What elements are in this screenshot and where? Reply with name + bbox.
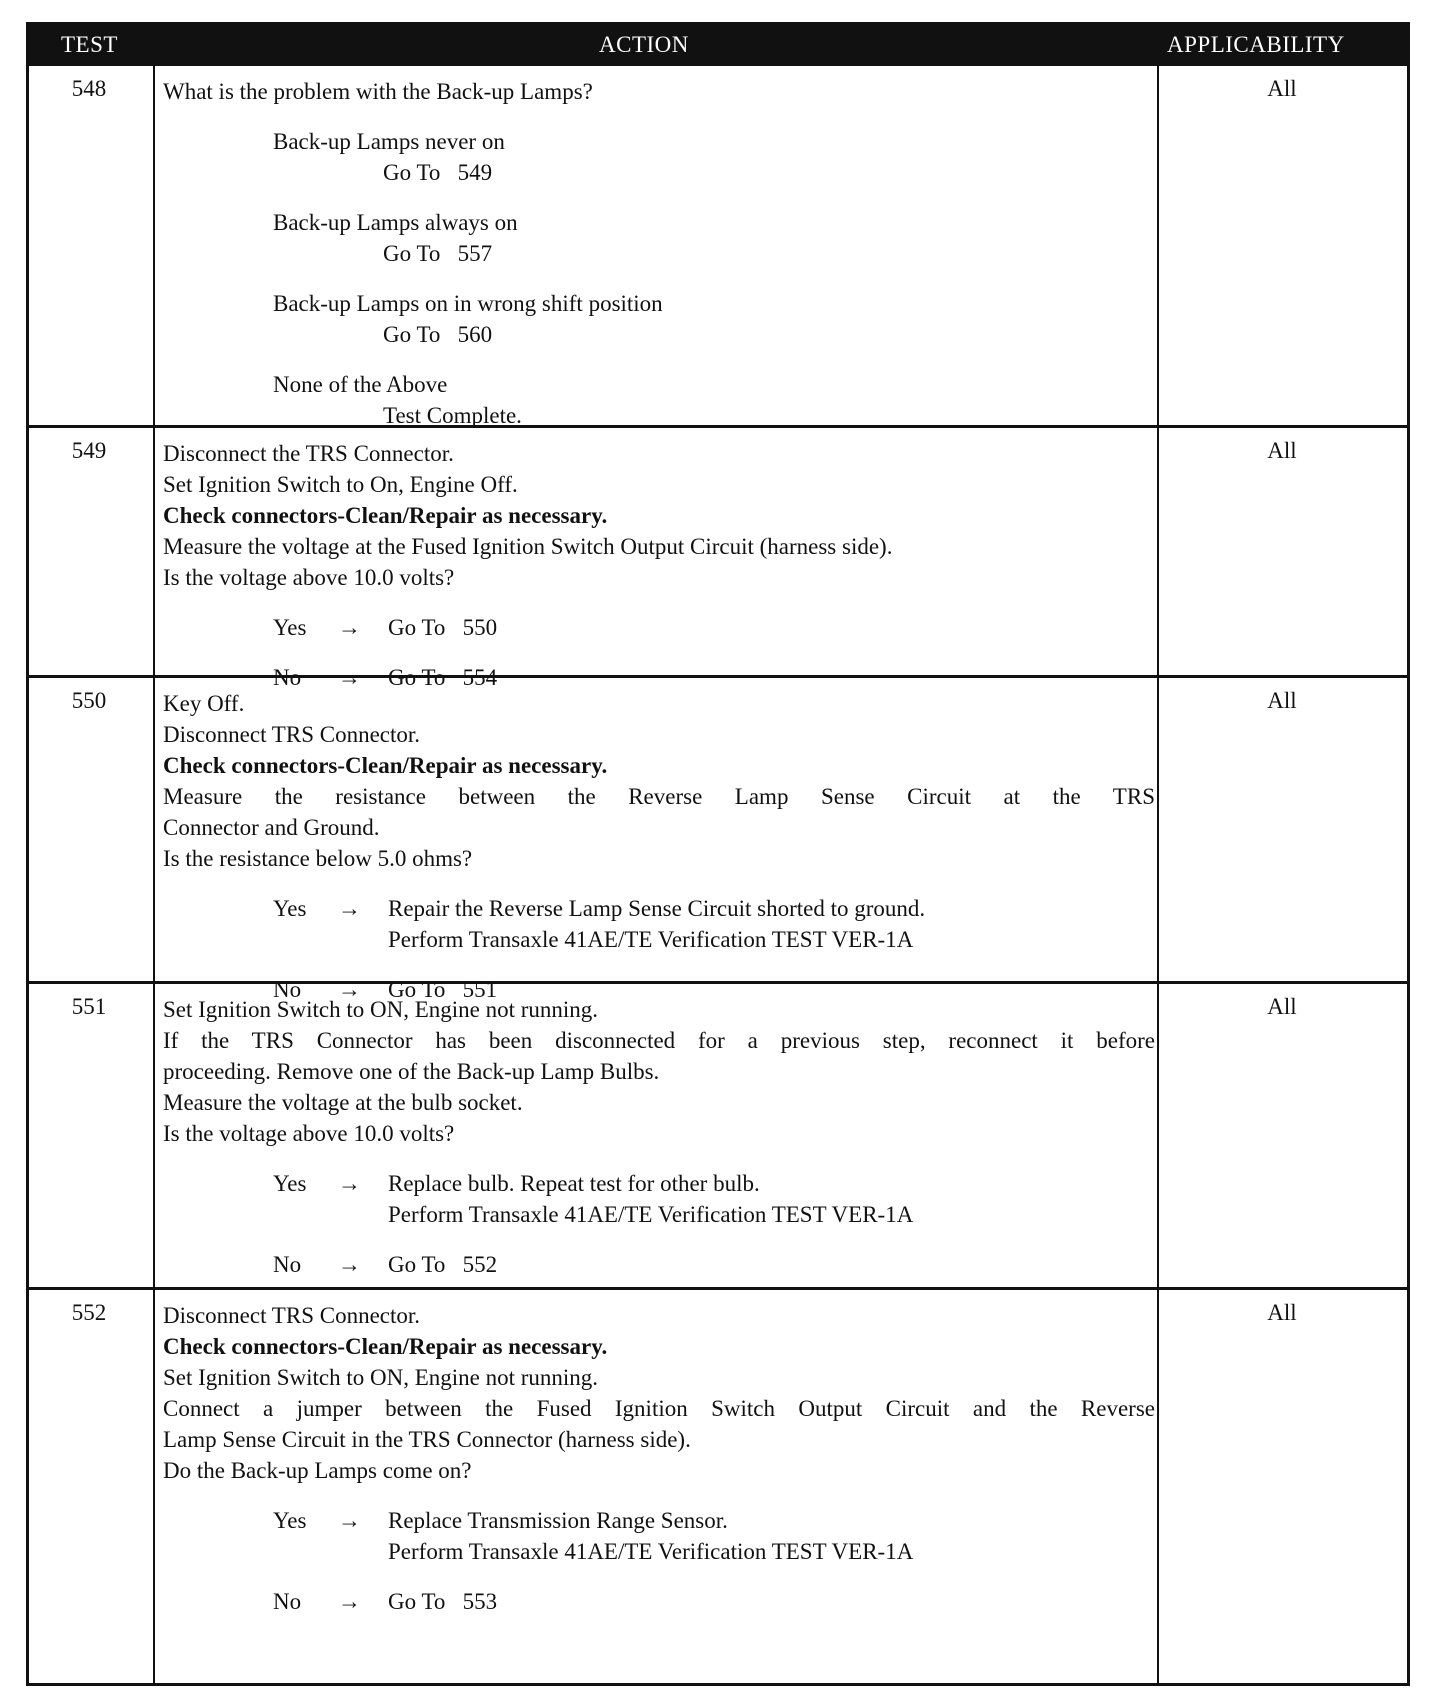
- step-text: Connect a jumper between the Fused Ignition Switch Output Circuit and the Reverse: [163, 1396, 1155, 1421]
- action-cell: [163, 1300, 1155, 1617]
- table-header: [29, 25, 1407, 66]
- step-text: Measure the voltage at the bulb socket.: [163, 1090, 523, 1115]
- no-branch: [273, 1586, 1155, 1617]
- option-goto: Test Complete.: [383, 403, 522, 428]
- option-item: [273, 207, 1155, 269]
- table-row-550: [29, 678, 1407, 1002]
- no-label: No: [273, 1589, 302, 1614]
- step-text: Connector and Ground.: [163, 815, 380, 840]
- question-text: What is the problem with the Back-up Lamps?: [163, 79, 593, 104]
- test-number: 548: [71, 76, 107, 101]
- option-item: [273, 288, 1155, 350]
- option-goto: Go To 557: [383, 241, 493, 266]
- arrow-icon: →: [338, 615, 361, 640]
- table-row-549: [29, 428, 1407, 690]
- yes-label: Yes: [273, 1171, 307, 1196]
- step-text-bold: Check connectors-Clean/Repair as necessary.: [163, 503, 608, 528]
- applicability-value: All: [1267, 1300, 1297, 1325]
- table-row-551: [29, 984, 1407, 1290]
- applicability-value: All: [1267, 688, 1297, 713]
- yes-label: Yes: [273, 896, 307, 921]
- action-cell: [163, 994, 1155, 1280]
- yes-label: Yes: [273, 1508, 307, 1533]
- table-row-548: [29, 66, 1407, 428]
- yes-branch: [273, 1168, 1155, 1230]
- test-number: 551: [71, 994, 107, 1019]
- yes-branch: [273, 612, 1155, 643]
- yes-action-line: Perform Transaxle 41AE/TE Verification TEST VER-1A: [388, 1202, 914, 1227]
- option-label: Back-up Lamps never on: [273, 129, 505, 154]
- applicability-value: All: [1267, 438, 1297, 463]
- yes-action-line: Perform Transaxle 41AE/TE Verification TEST VER-1A: [388, 1539, 914, 1564]
- option-goto: Go To 560: [383, 322, 493, 347]
- arrow-icon: →: [338, 1171, 361, 1196]
- yes-action-line: Repair the Reverse Lamp Sense Circuit shorted to ground.: [388, 896, 926, 921]
- yes-action: Go To 550: [388, 615, 498, 640]
- option-goto: Go To 549: [383, 160, 493, 185]
- no-label: No: [273, 1252, 302, 1277]
- step-text: Set Ignition Switch to ON, Engine not running.: [163, 997, 599, 1022]
- header-test: TEST: [61, 32, 118, 57]
- step-text-bold: Check connectors-Clean/Repair as necessary.: [163, 753, 608, 778]
- test-number: 552: [71, 1300, 107, 1325]
- option-item: [273, 369, 1155, 431]
- step-text: Disconnect the TRS Connector.: [163, 441, 454, 466]
- yes-action: [388, 1505, 913, 1567]
- no-action: Go To 553: [388, 1589, 498, 1614]
- header-applicability: APPLICABILITY: [1167, 32, 1345, 57]
- test-number: 549: [71, 438, 107, 463]
- yes-action: [388, 893, 925, 955]
- option-label: Back-up Lamps always on: [273, 210, 518, 235]
- no-action: Go To 551: [388, 977, 498, 1002]
- no-action: Go To 554: [388, 665, 498, 690]
- no-label: No: [273, 665, 302, 690]
- header-action: ACTION: [599, 32, 689, 57]
- step-text-bold: Check connectors-Clean/Repair as necessary.: [163, 1334, 608, 1359]
- option-label: None of the Above: [273, 372, 448, 397]
- test-number: 550: [71, 688, 107, 713]
- no-branch: [273, 1249, 1155, 1280]
- arrow-icon: →: [338, 665, 361, 690]
- step-text: Set Ignition Switch to ON, Engine not running.: [163, 1365, 599, 1390]
- question-text: Is the resistance below 5.0 ohms?: [163, 846, 473, 871]
- option-item: [273, 126, 1155, 188]
- arrow-icon: →: [338, 1589, 361, 1614]
- no-action: Go To 552: [388, 1252, 498, 1277]
- step-text: Disconnect TRS Connector.: [163, 722, 421, 747]
- step-text: proceeding. Remove one of the Back-up Lamp Bulbs.: [163, 1059, 660, 1084]
- arrow-icon: →: [338, 977, 361, 1002]
- no-label: No: [273, 977, 302, 1002]
- table-row-552: [29, 1290, 1407, 1683]
- option-label: Back-up Lamps on in wrong shift position: [273, 291, 663, 316]
- yes-branch: [273, 893, 1155, 955]
- question-text: Do the Back-up Lamps come on?: [163, 1458, 472, 1483]
- yes-branch: [273, 1505, 1155, 1567]
- question-text: Is the voltage above 10.0 volts?: [163, 1121, 455, 1146]
- yes-label: Yes: [273, 615, 307, 640]
- yes-action-line: Replace bulb. Repeat test for other bulb.: [388, 1171, 760, 1196]
- step-text: Measure the resistance between the Reverse Lamp Sense Circuit at the TRS: [163, 784, 1155, 809]
- yes-action-line: Replace Transmission Range Sensor.: [388, 1508, 728, 1533]
- step-text: Measure the voltage at the Fused Ignition Switch Output Circuit (harness side).: [163, 534, 893, 559]
- arrow-icon: →: [338, 1508, 361, 1533]
- step-text: Lamp Sense Circuit in the TRS Connector (harness side).: [163, 1427, 691, 1452]
- question-text: Is the voltage above 10.0 volts?: [163, 565, 455, 590]
- arrow-icon: →: [338, 896, 361, 921]
- yes-action-line: Perform Transaxle 41AE/TE Verification TEST VER-1A: [388, 927, 914, 952]
- step-text: Disconnect TRS Connector.: [163, 1303, 421, 1328]
- action-cell: [163, 76, 1155, 431]
- step-text: Key Off.: [163, 691, 245, 716]
- action-cell: [163, 438, 1155, 693]
- arrow-icon: →: [338, 1252, 361, 1277]
- applicability-value: All: [1267, 76, 1297, 101]
- yes-action: [388, 1168, 913, 1230]
- step-text: Set Ignition Switch to On, Engine Off.: [163, 472, 518, 497]
- step-text: If the TRS Connector has been disconnected for a previous step, reconnect it before: [163, 1028, 1155, 1053]
- diagnostic-table: [26, 22, 1410, 1686]
- action-cell: [163, 688, 1155, 1005]
- applicability-value: All: [1267, 994, 1297, 1019]
